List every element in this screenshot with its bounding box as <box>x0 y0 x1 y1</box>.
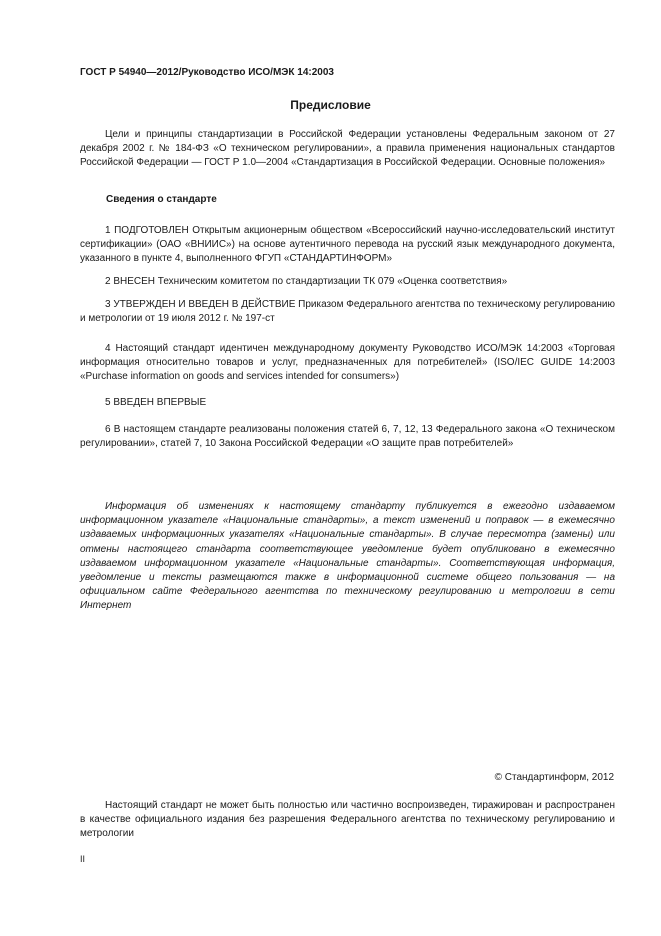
document-header: ГОСТ Р 54940—2012/Руководство ИСО/МЭК 14:2003 <box>80 67 334 78</box>
page-title: Предисловие <box>290 98 371 112</box>
intro-paragraph: Цели и принципы стандартизации в Российской Федерации установлены Федеральным законом от 27 декабря 2002 г. № 184-ФЗ «О техническом регулировании», а правила применения национальных стандартов Российской Федерации — ГОСТ Р 1.0—2004 «Стандартизация в Российской Федерации. Основные положения» <box>80 129 615 169</box>
reproduction-notice: Настоящий стандарт не может быть полностью или частично воспроизведен, тиражирован и распространен в качестве официального издания без разрешения Федерального агентства по техническому регулированию и метрологии <box>80 800 615 840</box>
page-number: II <box>80 854 86 864</box>
changes-notice: Информация об изменениях к настоящему стандарту публикуется в ежегодно издаваемом информационном указателе «Национальные стандарты», а текст изменений и поправок — в ежемесячно издаваемых информационных указателях «Национальные стандарты». В случае пересмотра (замены) или отмены настоящего стандарта соответствующее уведомление будет опубликовано в ежемесячно издаваемом информационном указателе «Национальные стандарты». Соответствующая информация, уведомление и тексты размещаются также в информационной системе общего пользования — на официальном сайте Федерального агентства по техническому регулированию и метрологии в сети Интернет <box>80 501 615 612</box>
standard-info-heading: Сведения о стандарте <box>106 194 217 205</box>
copyright-line: © Стандартинформ, 2012 <box>494 772 614 783</box>
item-6-provisions: 6 В настоящем стандарте реализованы положения статей 6, 7, 12, 13 Федерального закона «О техническом регулировании», статей 7, 10 Закона Российской Федерации «О защите прав потребителей» <box>80 424 615 450</box>
item-2-submitted: 2 ВНЕСЕН Техническим комитетом по стандартизации ТК 079 «Оценка соответствия» <box>105 276 508 287</box>
item-5-introduced: 5 ВВЕДЕН ВПЕРВЫЕ <box>105 397 207 408</box>
item-4-identical: 4 Настоящий стандарт идентичен международному документу Руководство ИСО/МЭК 14:2003 «Торговая информация относительно товаров и услуг, предназначенных для потребителей» (ISO/IEC GUIDE 14:2003 «Purchase information on goods and services intended for consumers») <box>80 343 615 383</box>
item-3-approved: 3 УТВЕРЖДЕН И ВВЕДЕН В ДЕЙСТВИЕ Приказом Федерального агентства по техническому регулированию и метрологии от 19 июля 2012 г. № 197-ст <box>80 299 615 325</box>
item-1-prepared: 1 ПОДГОТОВЛЕН Открытым акционерным обществом «Всероссийский научно-исследовательский институт сертификации» (ОАО «ВНИИС») на основе аутентичного перевода на русский язык международного документа, указанного в пункте 4, выполненного ФГУП «СТАНДАРТИНФОРМ» <box>80 225 615 265</box>
